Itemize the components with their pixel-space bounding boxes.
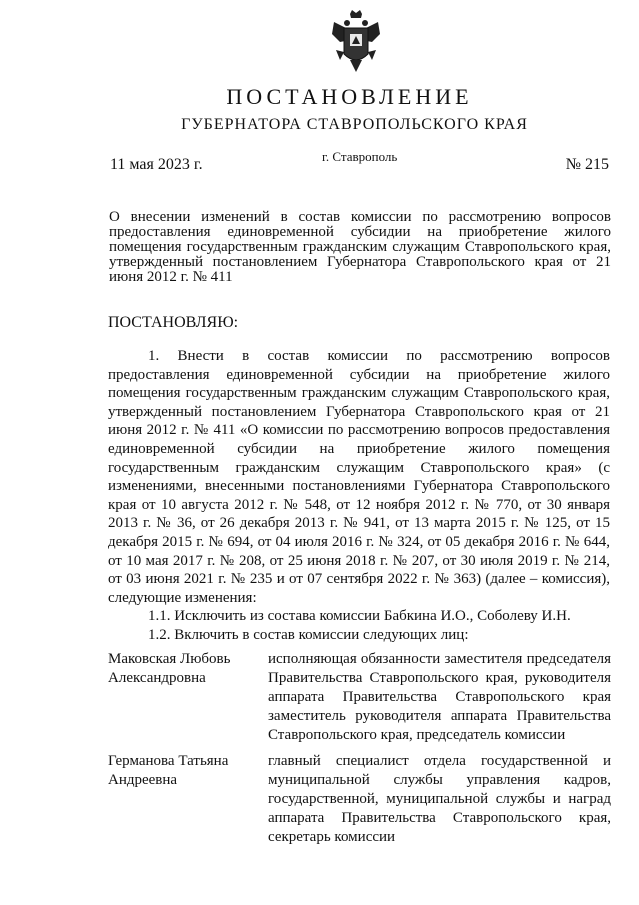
document-number: № 215 [565,156,609,173]
item-1-1: 1.1. Исключить из состава комиссии Бабкина И.О., Соболеву И.Н. [148,608,571,625]
document-title: ПОСТАНОВЛЕНИЕ [226,84,473,109]
paragraph-1: 1. Внести в состав комиссии по рассмотрению вопросов предоставления единовременной субсидии на приобретение жилого помещения государственным гражданским служащим Ставропольского края, утвержденный постановлением Губернатора Ставропольского края от 21 июня 2012 г. № 411 «О комиссии по рассмотрению вопросов предоставления единовременной субсидии на приобретение жилого помещения государственным гражданским служащим Ставропольского края» (с изменениями, внесенными постановлениями Губернатора Ставропольского края от 10 августа 2012 г. № 548, от 12 ноября 2012 г. № 770, от 30 января 2013 г. № 36, от 26 декабря 2013 г. № 941, от 13 марта 2015 г. № 125, от 15 декабря 2015 г. № 694, от 04 июля 2016 г. № 324, от 05 декабря 2016 г. № 644, от 10 мая 2017 г. № 208, от 25 июня 2018 г. № 207, от 30 июля 2019 г. № 214, от 03 июня 2021 г. № 235 и от 07 сентября 2022 г. № 363) (далее – комиссия), следующие изменения: [108,348,610,606]
coat-of-arms-icon [330,10,382,74]
document-city: г. Ставрополь [322,149,398,164]
member-name: Маковская Любовь Александровна [108,651,231,686]
member-name: Германова Татьяна Андреевна [108,753,229,788]
document-body [108,347,610,645]
document-heading: О внесении изменений в состав комиссии по рассмотрению вопросов предоставления единовременной субсидии на приобретение жилого помещения государственным гражданским служащим Ставропольского края, утвержденный постановлением Губернатора Ставропольского края от 21 июня 2012 г. № 411 [109,209,611,285]
member-position: главный специалист отдела государственной и муниципальной службы управления кадров, государственной, муниципальной службы и наград аппарата Правительства Ставропольского края, секретарь комиссии [268,753,611,845]
issuer-subtitle: ГУБЕРНАТОРА СТАВРОПОЛЬСКОГО КРАЯ [181,116,528,133]
item-1-2: 1.2. Включить в состав комиссии следующих лиц: [148,627,469,644]
member-position: исполняющая обязанности заместителя председателя Правительства Ставропольского края, руководителя аппарата Правительства Ставропольского края заместитель руководителя аппарата Правительства Ставропольского края, председатель комиссии [268,651,611,743]
document-date: 11 мая 2023 г. [110,156,203,173]
decree-word: ПОСТАНОВЛЯЮ: [108,314,239,331]
